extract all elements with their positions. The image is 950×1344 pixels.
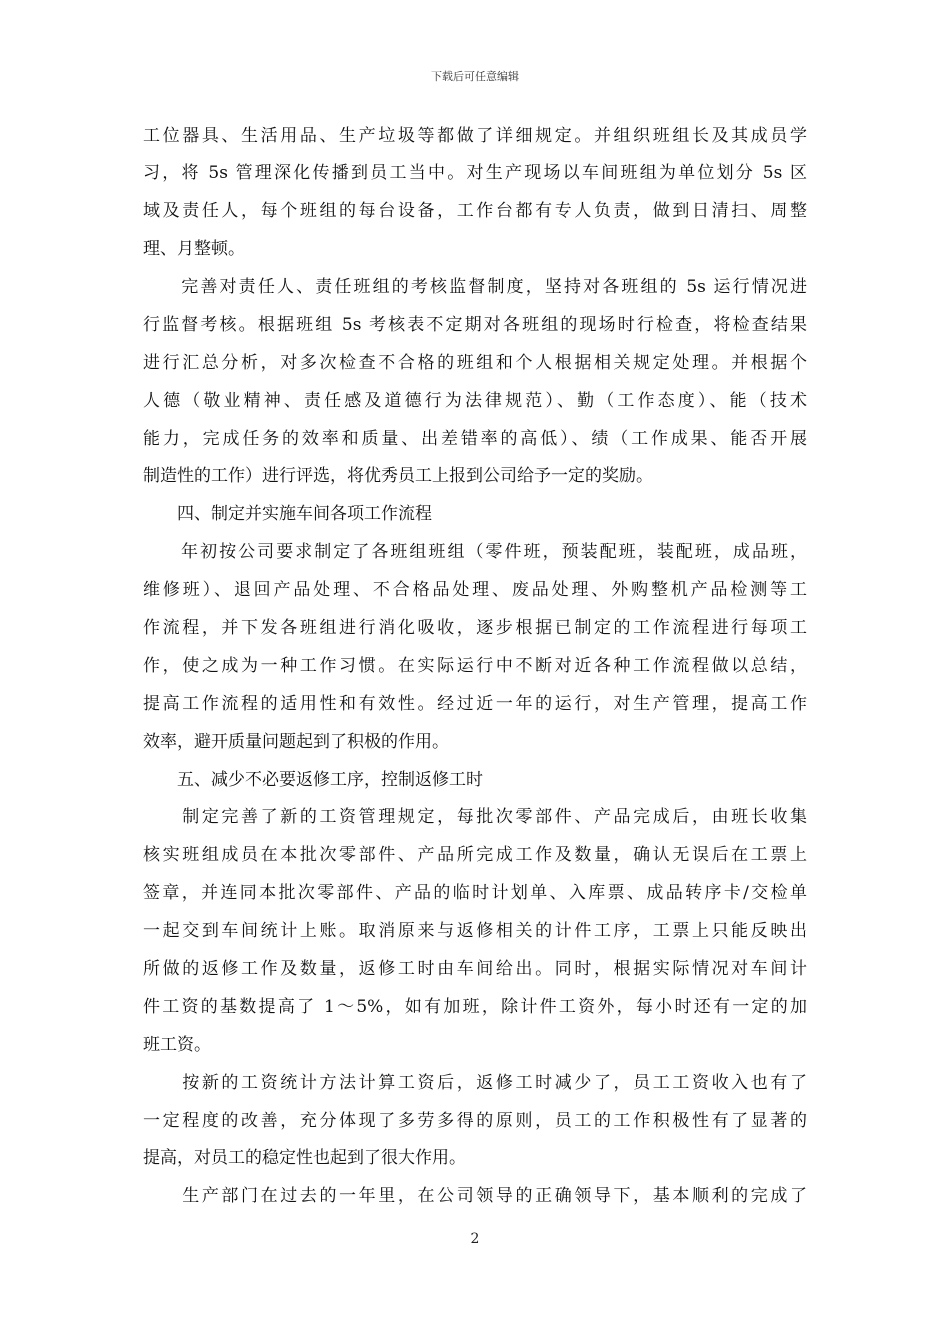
- text-line: 完善对责任人、责任班组的考核监督制度，坚持对各班组的 5s 运行情况进: [143, 277, 807, 297]
- text-line: 人德（敬业精神、责任感及道德行为法律规范）、勤（工作态度）、能（技术: [143, 391, 807, 411]
- text-line: 生产部门在过去的一年里，在公司领导的正确领导下，基本顺利的完成了: [143, 1186, 807, 1206]
- text-line: 一起交到车间统计上账。取消原来与返修相关的计件工序，工票上只能反映出: [143, 921, 807, 941]
- text-line: 工位器具、生活用品、生产垃圾等都做了详细规定。并组织班组长及其成员学: [143, 126, 807, 146]
- text-line: 年初按公司要求制定了各班组班组（零件班，预装配班，装配班，成品班，: [143, 542, 807, 562]
- page-number: 2: [470, 1231, 480, 1247]
- text-line: 效率，避开质量问题起到了积极的作用。: [143, 732, 449, 752]
- text-line: 班工资。: [143, 1035, 211, 1055]
- text-line: 核实班组成员在本批次零部件、产品所完成工作及数量，确认无误后在工票上: [143, 845, 807, 865]
- section-heading: 四、制定并实施车间各项工作流程: [143, 504, 432, 524]
- text-line: 件工资的基数提高了 1～5%，如有加班，除计件工资外，每小时还有一定的加: [143, 997, 807, 1017]
- text-line: 能力，完成任务的效率和质量、出差错率的高低）、绩（工作成果、能否开展: [143, 429, 807, 449]
- text-line: 习，将 5s 管理深化传播到员工当中。对生产现场以车间班组为单位划分 5s 区: [143, 163, 807, 183]
- text-line: 按新的工资统计方法计算工资后，返修工时减少了，员工工资收入也有了: [143, 1073, 807, 1093]
- text-line: 提高，对员工的稳定性也起到了很大作用。: [143, 1148, 466, 1168]
- text-line: 理、月整顿。: [143, 239, 245, 259]
- text-line: 作，使之成为一种工作习惯。在实际运行中不断对近各种工作流程做以总结，: [143, 656, 807, 676]
- text-line: 一定程度的改善，充分体现了多劳多得的原则，员工的工作积极性有了显著的: [143, 1111, 807, 1131]
- text-line: 制造性的工作）进行评选，将优秀员工上报到公司给予一定的奖励。: [143, 466, 653, 486]
- section-heading: 五、减少不必要返修工序，控制返修工时: [143, 770, 483, 790]
- text-line: 签章，并连同本批次零部件、产品的临时计划单、入库票、成品转序卡/交检单: [143, 883, 807, 903]
- text-line: 提高工作流程的适用性和有效性。经过近一年的运行，对生产管理，提高工作: [143, 694, 807, 714]
- text-line: 所做的返修工作及数量，返修工时由车间给出。同时，根据实际情况对车间计: [143, 959, 807, 979]
- text-line: 维修班）、退回产品处理、不合格品处理、废品处理、外购整机产品检测等工: [143, 580, 807, 600]
- page-header: 下载后可任意编辑: [431, 70, 519, 83]
- text-line: 制定完善了新的工资管理规定，每批次零部件、产品完成后，由班长收集: [143, 807, 807, 827]
- text-line: 行监督考核。根据班组 5s 考核表不定期对各班组的现场时行检查，将检查结果: [143, 315, 807, 335]
- text-line: 进行汇总分析，对多次检查不合格的班组和个人根据相关规定处理。并根据个: [143, 353, 807, 373]
- text-line: 域及责任人，每个班组的每台设备，工作台都有专人负责，做到日清扫、周整: [143, 201, 807, 221]
- text-line: 作流程，并下发各班组进行消化吸收，逐步根据已制定的工作流程进行每项工: [143, 618, 807, 638]
